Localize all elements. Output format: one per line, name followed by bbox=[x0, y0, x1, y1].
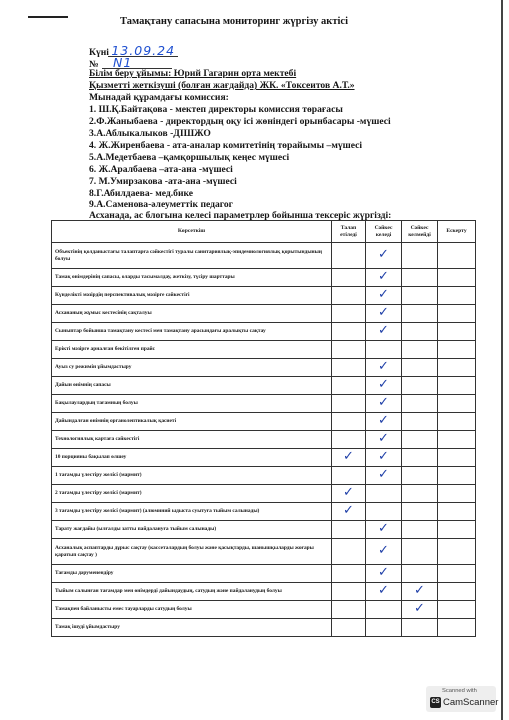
indicator-cell: Күнделікті мәзірдің перспективалық мәзірге сәйкестігі bbox=[52, 287, 332, 305]
table-row bbox=[52, 305, 476, 323]
noncompliant-cell bbox=[402, 305, 438, 323]
commission-heading: Мынадай құрамдағы комиссия: bbox=[89, 92, 229, 103]
scanned-with-caption: Scanned with bbox=[442, 688, 477, 694]
header-compliant: Сәйкес келеді bbox=[366, 221, 402, 243]
note-cell bbox=[438, 601, 476, 619]
required-cell bbox=[332, 503, 366, 521]
table-row bbox=[52, 539, 476, 565]
indicator-cell: 10 порцияны бақылап өлшеу bbox=[52, 449, 332, 467]
note-cell bbox=[438, 377, 476, 395]
member-5: 5.А.Медетбаева –қамқоршылық кеңес мүшесі bbox=[89, 152, 290, 163]
compliant-cell bbox=[366, 287, 402, 305]
noncompliant-cell bbox=[402, 521, 438, 539]
table-header-row bbox=[52, 221, 476, 243]
noncompliant-cell bbox=[402, 413, 438, 431]
member-4: 4. Ж.Жиренбаева - ата-аналар комитетінің төрайымы –мүшесі bbox=[89, 140, 363, 151]
note-cell bbox=[438, 467, 476, 485]
indicator-cell: Тыйым салынған тағамдар мен өнімдерді дайындаудың, сатудың және пайдаланудың болуы bbox=[52, 583, 332, 601]
note-cell bbox=[438, 359, 476, 377]
required-cell bbox=[332, 323, 366, 341]
member-6: 6. Ж.Аралбаева –ата-ана -мүшесі bbox=[89, 164, 233, 175]
compliant-cell bbox=[366, 359, 402, 377]
note-cell bbox=[438, 565, 476, 583]
checkmark-icon: ✓ bbox=[414, 583, 425, 599]
required-cell bbox=[332, 377, 366, 395]
camscanner-name: CamScanner bbox=[443, 697, 499, 708]
checkmark-icon: ✓ bbox=[378, 287, 389, 303]
compliant-cell bbox=[366, 413, 402, 431]
noncompliant-cell bbox=[402, 341, 438, 359]
required-cell bbox=[332, 539, 366, 565]
noncompliant-cell bbox=[402, 565, 438, 583]
member-2: 2.Ф.Жаныбаева - директордың оқу ісі жөніндегі орынбасары -мүшесі bbox=[89, 116, 391, 127]
checkmark-icon: ✓ bbox=[378, 449, 389, 465]
compliant-cell bbox=[366, 243, 402, 269]
indicator-cell: 3 тағамды үлестіру желісі (мармит) (алюминий ыдыста суытуға тыйым салынады) bbox=[52, 503, 332, 521]
compliant-cell bbox=[366, 431, 402, 449]
table-row bbox=[52, 377, 476, 395]
indicator-cell: Асханалық аспаптарды дұрыс сақтау (кассеталардың болуы және қасықтарды, шанышқыларды жоғары қаратып сақтау ) bbox=[52, 539, 332, 565]
required-cell bbox=[332, 467, 366, 485]
supplier-line: Қызметті жеткізуші (болған жағдайда) ЖК. «Токсеитов А.Т.» bbox=[89, 80, 355, 91]
indicator-cell: Дайындалған өнімнің органолептикалық қасиеті bbox=[52, 413, 332, 431]
table-row bbox=[52, 323, 476, 341]
table-row bbox=[52, 521, 476, 539]
closing-line: Асханада, ас блогына келесі параметрлер бойынша тексеріс жүргізді: bbox=[89, 210, 392, 221]
noncompliant-cell bbox=[402, 395, 438, 413]
date-label: Күні bbox=[89, 47, 109, 58]
table-row bbox=[52, 287, 476, 305]
table-row bbox=[52, 565, 476, 583]
compliant-cell bbox=[366, 619, 402, 637]
number-label: № bbox=[89, 59, 99, 70]
noncompliant-cell bbox=[402, 377, 438, 395]
indicator-cell: 1 тағамды үлестіру желісі (мармит) bbox=[52, 467, 332, 485]
checkmark-icon: ✓ bbox=[378, 543, 389, 559]
header-noncompliant: Сәйкес келмейді bbox=[402, 221, 438, 243]
compliant-cell bbox=[366, 539, 402, 565]
compliant-cell bbox=[366, 503, 402, 521]
table-row bbox=[52, 269, 476, 287]
required-cell bbox=[332, 269, 366, 287]
indicator-cell: Тамақ өнімдерінің сапасы, оларды тасымалдау, жеткізу, түсіру шарттары bbox=[52, 269, 332, 287]
compliant-cell bbox=[366, 449, 402, 467]
indicator-cell: Дайын өнімнің сапасы bbox=[52, 377, 332, 395]
indicator-cell: Асхананың жұмыс кестесінің сақталуы bbox=[52, 305, 332, 323]
note-cell bbox=[438, 583, 476, 601]
note-cell bbox=[438, 269, 476, 287]
note-cell bbox=[438, 341, 476, 359]
required-cell bbox=[332, 287, 366, 305]
indicator-cell: Сыныптар бойынша тамақтану кестесі мен тамақтану арасындағы аралықты сақтау bbox=[52, 323, 332, 341]
noncompliant-cell bbox=[402, 287, 438, 305]
table-row bbox=[52, 503, 476, 521]
table-row bbox=[52, 467, 476, 485]
noncompliant-cell bbox=[402, 485, 438, 503]
required-cell bbox=[332, 359, 366, 377]
camscanner-logo-icon: CS bbox=[430, 697, 441, 708]
member-3: 3.А.Аблыкалыков -ДІШЖО bbox=[89, 128, 211, 139]
checkmark-icon: ✓ bbox=[378, 467, 389, 483]
note-cell bbox=[438, 539, 476, 565]
checkmark-icon: ✓ bbox=[378, 521, 389, 537]
compliant-cell bbox=[366, 521, 402, 539]
note-cell bbox=[438, 485, 476, 503]
checkmark-icon: ✓ bbox=[378, 269, 389, 285]
noncompliant-cell bbox=[402, 503, 438, 521]
table-body bbox=[52, 243, 476, 637]
table-row bbox=[52, 583, 476, 601]
table-row bbox=[52, 619, 476, 637]
required-cell bbox=[332, 485, 366, 503]
compliant-cell bbox=[366, 269, 402, 287]
required-cell bbox=[332, 431, 366, 449]
required-cell bbox=[332, 395, 366, 413]
table-row bbox=[52, 601, 476, 619]
required-cell bbox=[332, 449, 366, 467]
indicator-cell: Тарату жағдайы (ылғалды затты пайдалануға тыйым салынады) bbox=[52, 521, 332, 539]
required-cell bbox=[332, 413, 366, 431]
note-cell bbox=[438, 305, 476, 323]
indicator-cell: Тамақ ішуді ұйымдастыру bbox=[52, 619, 332, 637]
noncompliant-cell bbox=[402, 601, 438, 619]
note-cell bbox=[438, 323, 476, 341]
checkmark-icon: ✓ bbox=[378, 305, 389, 321]
header-required: Талап етіледі bbox=[332, 221, 366, 243]
required-cell bbox=[332, 583, 366, 601]
checkmark-icon: ✓ bbox=[343, 503, 354, 519]
compliant-cell bbox=[366, 583, 402, 601]
note-cell bbox=[438, 243, 476, 269]
table-row bbox=[52, 431, 476, 449]
table-row bbox=[52, 395, 476, 413]
scan-right-edge bbox=[501, 0, 503, 720]
indicator-cell: Ерікті мәзірге арналған бекітілген прайс bbox=[52, 341, 332, 359]
required-cell bbox=[332, 601, 366, 619]
checkmark-icon: ✓ bbox=[378, 565, 389, 581]
indicator-cell: Тамақпен байланысты емес тауарларды сатудың болуы bbox=[52, 601, 332, 619]
noncompliant-cell bbox=[402, 323, 438, 341]
required-cell bbox=[332, 341, 366, 359]
table-row bbox=[52, 449, 476, 467]
member-1: 1. Ш.Қ.Байтақова - мектеп директоры комиссия төрағасы bbox=[89, 104, 343, 115]
indicator-cell: Объектінің қолданыстағы талаптарға сәйкестігі туралы санитариялық-эпидемиологиялық қорытындының болуы bbox=[52, 243, 332, 269]
compliant-cell bbox=[366, 323, 402, 341]
note-cell bbox=[438, 619, 476, 637]
checkmark-icon: ✓ bbox=[378, 247, 389, 263]
noncompliant-cell bbox=[402, 269, 438, 287]
compliant-cell bbox=[366, 565, 402, 583]
checkmark-icon: ✓ bbox=[378, 359, 389, 375]
noncompliant-cell bbox=[402, 619, 438, 637]
indicator-cell: Тағамды дәруменендіру bbox=[52, 565, 332, 583]
indicator-cell: Ауыз су режимін ұйымдастыру bbox=[52, 359, 332, 377]
indicator-cell: 2 тағамды үлестіру желісі (мармит) bbox=[52, 485, 332, 503]
required-cell bbox=[332, 305, 366, 323]
table-row bbox=[52, 243, 476, 269]
compliant-cell bbox=[366, 467, 402, 485]
compliant-cell bbox=[366, 305, 402, 323]
inspection-table bbox=[51, 220, 476, 637]
noncompliant-cell bbox=[402, 449, 438, 467]
noncompliant-cell bbox=[402, 431, 438, 449]
compliant-cell bbox=[366, 601, 402, 619]
member-8: 8.Г.Абилдаева- мед.бике bbox=[89, 188, 194, 199]
member-9: 9.А.Саменова-әлеуметтік педагог bbox=[89, 199, 234, 210]
school-line: Білім беру ұйымы: Юрий Гагарин орта мектебі bbox=[89, 68, 297, 79]
compliant-cell bbox=[366, 341, 402, 359]
checkmark-icon: ✓ bbox=[378, 395, 389, 411]
note-cell bbox=[438, 503, 476, 521]
checkmark-icon: ✓ bbox=[343, 485, 354, 501]
header-indicator: Көрсеткіш bbox=[52, 221, 332, 243]
note-cell bbox=[438, 287, 476, 305]
required-cell bbox=[332, 521, 366, 539]
note-cell bbox=[438, 521, 476, 539]
compliant-cell bbox=[366, 485, 402, 503]
required-cell bbox=[332, 619, 366, 637]
noncompliant-cell bbox=[402, 583, 438, 601]
table-row bbox=[52, 413, 476, 431]
compliant-cell bbox=[366, 395, 402, 413]
checkmark-icon: ✓ bbox=[378, 431, 389, 447]
checkmark-icon: ✓ bbox=[378, 377, 389, 393]
required-cell bbox=[332, 243, 366, 269]
date-value: 13.09.24 bbox=[111, 43, 176, 58]
note-cell bbox=[438, 431, 476, 449]
note-cell bbox=[438, 449, 476, 467]
note-cell bbox=[438, 395, 476, 413]
compliant-cell bbox=[366, 377, 402, 395]
checkmark-icon: ✓ bbox=[378, 583, 389, 599]
checkmark-icon: ✓ bbox=[378, 323, 389, 339]
checkmark-icon: ✓ bbox=[343, 449, 354, 465]
required-cell bbox=[332, 565, 366, 583]
number-value: N1 bbox=[113, 55, 133, 70]
indicator-cell: Бақылаулардың тағамның болуы bbox=[52, 395, 332, 413]
note-cell bbox=[438, 413, 476, 431]
camscanner-watermark bbox=[426, 686, 499, 712]
table-row bbox=[52, 341, 476, 359]
noncompliant-cell bbox=[402, 467, 438, 485]
indicator-cell: Технологиялық картаға сәйкестігі bbox=[52, 431, 332, 449]
header-note: Ескерту bbox=[438, 221, 476, 243]
noncompliant-cell bbox=[402, 359, 438, 377]
scan-edge-mark bbox=[28, 0, 68, 18]
checkmark-icon: ✓ bbox=[414, 601, 425, 617]
document-title: Тамақтану сапасына мониторинг жүргізу актісі bbox=[120, 16, 348, 27]
noncompliant-cell bbox=[402, 539, 438, 565]
noncompliant-cell bbox=[402, 243, 438, 269]
member-7: 7. М.Умирзакова -ата-ана -мүшесі bbox=[89, 176, 237, 187]
table-row bbox=[52, 359, 476, 377]
table-row bbox=[52, 485, 476, 503]
checkmark-icon: ✓ bbox=[378, 413, 389, 429]
